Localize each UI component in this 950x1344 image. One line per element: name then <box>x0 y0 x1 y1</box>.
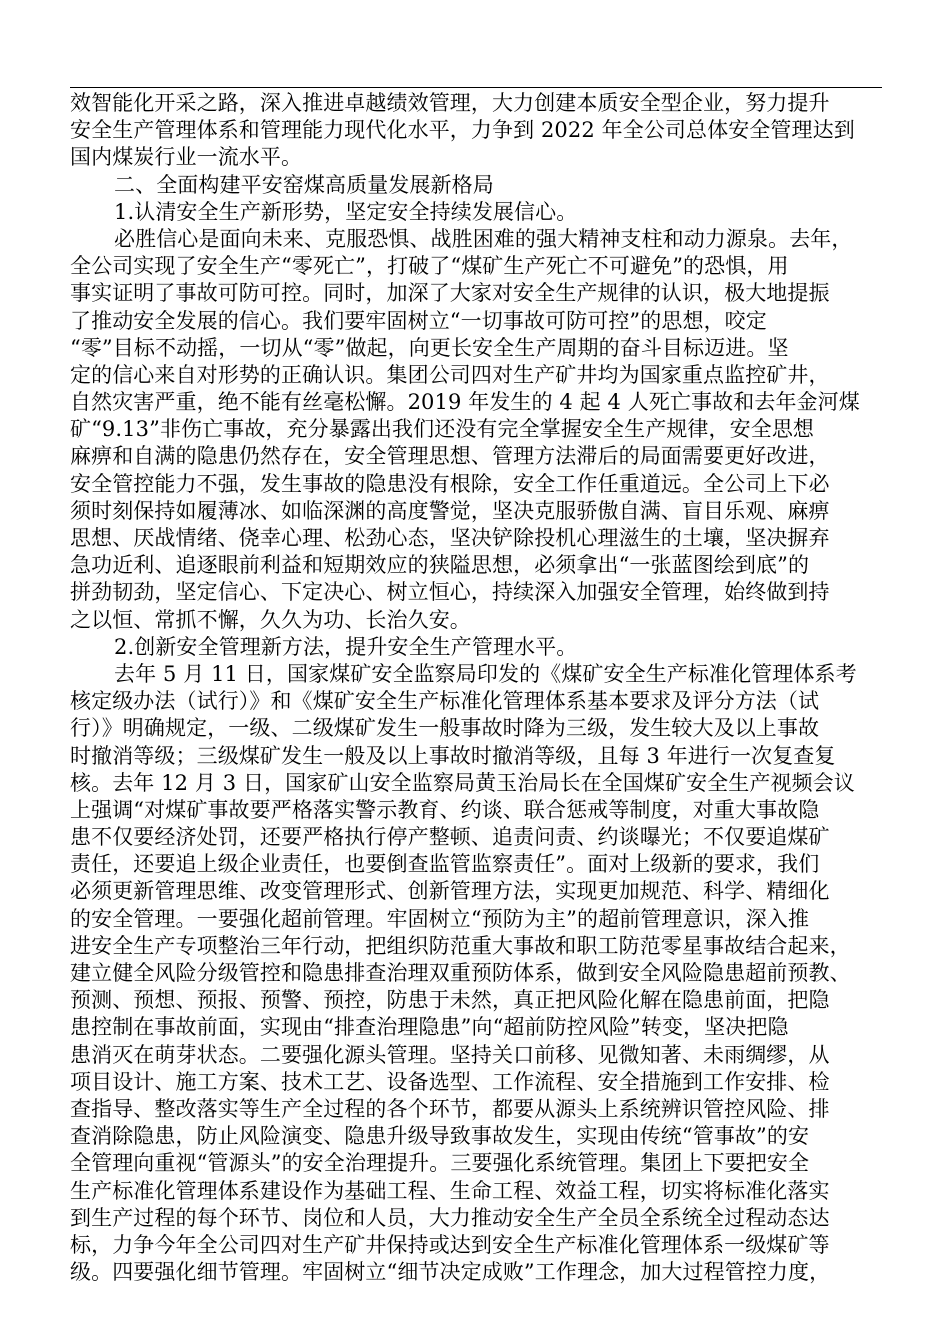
text-line: 预测、预想、预报、预警、预控，防患于未然，真正把风险化解在隐患前面，把隐 <box>70 988 830 1013</box>
text-line: 了推动安全发展的信心。我们要牢固树立“一切事故可防可控”的思想，咬定 <box>70 308 767 333</box>
text-line: 自然灾害严重，绝不能有丝毫松懈。2019 年发生的 4 起 4 人死亡事故和去年金河煤 <box>70 390 860 415</box>
text-line: 生产标准化管理体系建设作为基础工程、生命工程、效益工程，切实将标准化落实 <box>70 1178 830 1203</box>
text-line: 矿“9.13”非伤亡事故，充分暴露出我们还没有完全掌握安全生产规律，安全思想 <box>70 417 815 442</box>
text-line: 急功近利、追逐眼前利益和短期效应的狭隘思想，必须拿出“一张蓝图绘到底”的 <box>70 553 810 578</box>
text-line: 行）》明确规定，一级、二级煤矿发生一般事故时降为三级，发生较大及以上事故 <box>70 716 820 741</box>
text-line: 国内煤炭行业一流水平。 <box>70 145 303 170</box>
text-line: 事实证明了事故可防可控。同时，加深了大家对安全生产规律的认识，极大地提振 <box>70 281 830 306</box>
text-line: 核。去年 12 月 3 日，国家矿山安全监察局黄玉治局长在全国煤矿安全生产视频会议 <box>70 770 855 795</box>
text-line: 上强调“对煤矿事故要严格落实警示教育、约谈、联合惩戒等制度，对重大事故隐 <box>70 797 820 822</box>
header-rule <box>70 87 882 88</box>
text-line: 患消灭在萌芽状态。二要强化源头管理。坚持关口前移、见微知著、未雨绸缪，从 <box>70 1042 830 1067</box>
text-line: 安全管控能力不强，发生事故的隐患没有根除，安全工作任重道远。全公司上下必 <box>70 471 830 496</box>
text-line: 全管理向重视“管源头”的安全治理提升。三要强化系统管理。集团上下要把安全 <box>70 1151 810 1176</box>
text-line: 进安全生产专项整治三年行动，把组织防范重大事故和职工防范零星事故结合起来， <box>70 933 851 958</box>
text-line: 须时刻保持如履薄冰、如临深渊的高度警觉，坚决克服骄傲自满、盲目乐观、麻痹 <box>70 498 830 523</box>
text-line: 思想、厌战情绪、侥幸心理、松劲心态，坚决铲除投机心理滋生的土壤，坚决摒弃 <box>70 526 830 550</box>
text-line: 时撤消等级；三级煤矿发生一般及以上事故时撤消等级，且每 3 年进行一次复查复 <box>70 743 836 768</box>
text-line: 麻痹和自满的隐患仍然存在，安全管理思想、管理方法滞后的局面需要更好改进， <box>70 444 830 469</box>
text-line: 去年 5 月 11 日，国家煤矿安全监察局印发的《煤矿安全生产标准化管理体系考 <box>114 661 857 686</box>
text-line: 查指导、整改落实等生产全过程的各个环节，都要从源头上系统辨识管控风险、排 <box>70 1096 830 1121</box>
text-line: 拼劲韧劲，坚定信心、下定决心、树立恒心，持续深入加强安全管理，始终做到持 <box>70 580 830 605</box>
text-line: 必须更新管理思维、改变管理形式、创新管理方法，实现更加规范、科学、精细化 <box>70 879 830 904</box>
text-line: 核定级办法（试行）》和《煤矿安全生产标准化管理体系基本要求及评分方法（试 <box>70 689 820 714</box>
text-line: 的安全管理。一要强化超前管理。牢固树立“预防为主”的超前管理意识，深入推 <box>70 906 810 931</box>
text-line: 二、全面构建平安窑煤高质量发展新格局 <box>114 172 494 197</box>
text-line: 1.认清安全生产新形势，坚定安全持续发展信心。 <box>114 199 578 224</box>
text-line: 全公司实现了安全生产“零死亡”，打破了“煤矿生产死亡不可避免”的恐惧，用 <box>70 254 789 279</box>
text-line: 必胜信心是面向未来、克服恐惧、战胜困难的强大精神支柱和动力源泉。去年， <box>114 226 853 251</box>
text-line: 患不仅要经济处罚，还要严格执行停产整顿、追责问责、约谈曝光；不仅要追煤矿 <box>70 825 830 850</box>
text-line: 到生产过程的每个环节、岗位和人员，大力推动安全生产全员全系统全过程动态达 <box>70 1205 830 1230</box>
text-line: 患控制在事故前面，实现由“排查治理隐患”向“超前防控风险”转变，坚决把隐 <box>70 1015 789 1040</box>
text-line: 查消除隐患，防止风险演变、隐患升级导致事故发生，实现由传统“管事故”的安 <box>70 1124 810 1149</box>
text-line: 标，力争今年全公司四对生产矿井保持或达到安全生产标准化管理体系一级煤矿等 <box>70 1232 830 1257</box>
text-line: 之以恒、常抓不懈，久久为功、长治久安。 <box>70 607 471 632</box>
text-line: 建立健全风险分级管控和隐患排查治理双重预防体系，做到安全风险隐患超前预教、 <box>70 961 851 985</box>
text-line: “零”目标不动摇，一切从“零”做起，向更长安全生产周期的奋斗目标迈进。坚 <box>70 335 789 360</box>
text-line: 2.创新安全管理新方法，提升安全生产管理水平。 <box>114 634 578 659</box>
text-line: 级。四要强化细节管理。牢固树立“细节决定成败”工作理念，加大过程管控力度， <box>70 1260 831 1285</box>
text-line: 责任，还要追上级企业责任，也要倒查监管监察责任”。面对上级新的要求，我们 <box>70 852 820 877</box>
document-body <box>70 90 920 1286</box>
text-line: 项目设计、施工方案、技术工艺、设备选型、工作流程、安全措施到工作安排、检 <box>70 1069 830 1094</box>
text-line: 定的信心来自对形势的正确认识。集团公司四对生产矿井均为国家重点监控矿井， <box>70 362 830 387</box>
text-line: 效智能化开采之路，深入推进卓越绩效管理，大力创建本质安全型企业，努力提升 <box>70 91 830 115</box>
text-line: 安全生产管理体系和管理能力现代化水平，力争到 2022 年全公司总体安全管理达到 <box>70 118 855 143</box>
